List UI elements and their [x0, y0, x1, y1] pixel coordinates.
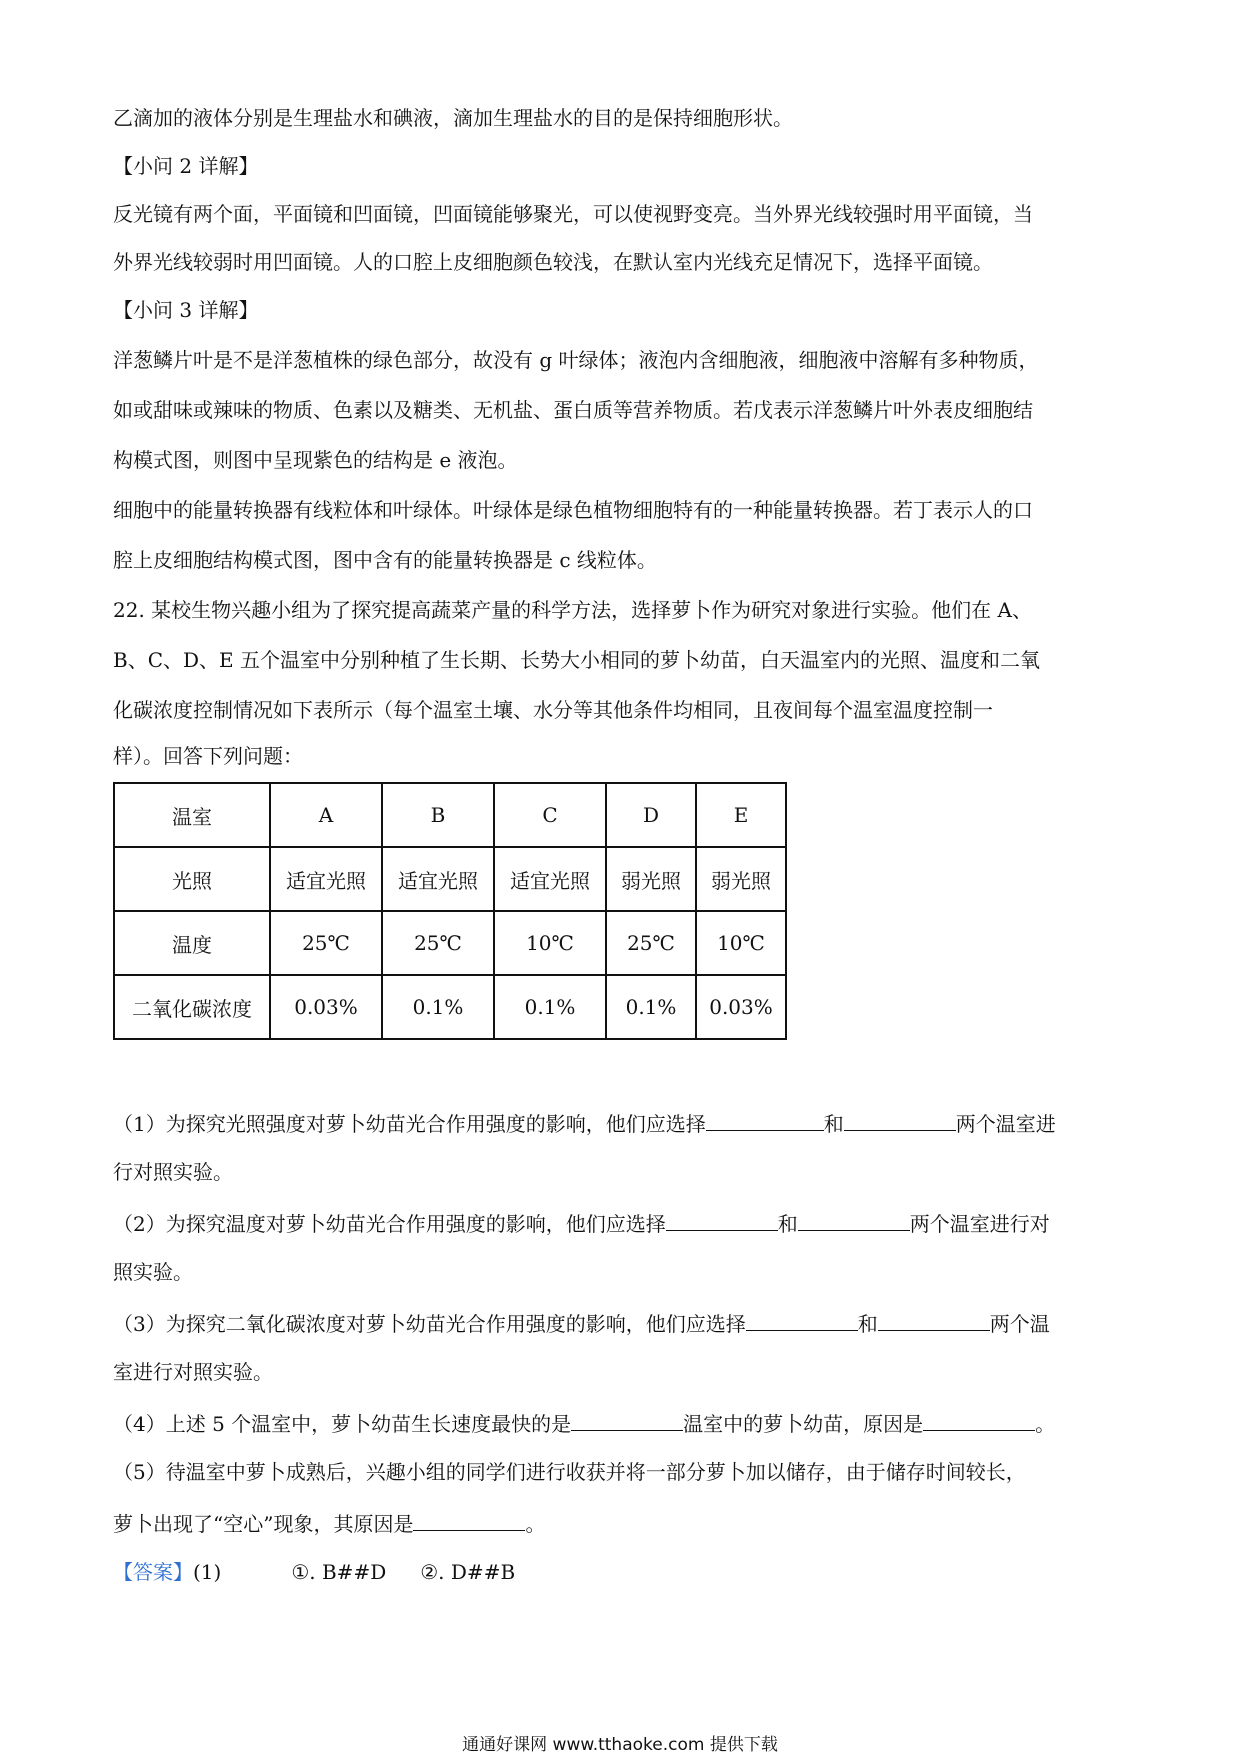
question-4 — [113, 1408, 1133, 1438]
answer-blank[interactable] — [571, 1408, 683, 1431]
question-22-line: 22. 某校生物兴趣小组为了探究提高蔬菜产量的科学方法，选择萝卜作为研究对象进行实验。他们在 A、 — [113, 598, 1032, 622]
table-header-cell: 温室 — [114, 783, 270, 847]
question-text: 和 — [857, 1312, 878, 1336]
answer-blank[interactable] — [746, 1308, 858, 1331]
section-heading: 【小问 3 详解】 — [113, 298, 259, 322]
table-cell: 适宜光照 — [270, 847, 382, 911]
question-3 — [113, 1308, 1133, 1338]
text-line: 细胞中的能量转换器有线粒体和叶绿体。叶绿体是绿色植物细胞特有的一种能量转换器。若丁表示人的口 — [113, 498, 1033, 522]
answer-blank[interactable] — [798, 1208, 910, 1231]
answer-part: (1) — [193, 1560, 222, 1584]
table-header-cell: D — [606, 783, 696, 847]
text-line: 构模式图，则图中呈现紫色的结构是 e 液泡。 — [113, 448, 518, 472]
text-line: 如或甜味或辣味的物质、色素以及糖类、无机盐、蛋白质等营养物质。若戊表示洋葱鳞片叶外表皮细胞结 — [113, 398, 1033, 422]
answer-line — [113, 1558, 1133, 1586]
table-cell: 适宜光照 — [382, 847, 494, 911]
table-header-cell: C — [494, 783, 606, 847]
question-text: 。 — [1035, 1412, 1056, 1436]
table-header-row — [114, 783, 786, 847]
table-cell: 25℃ — [270, 911, 382, 975]
table-cell: 10℃ — [696, 911, 786, 975]
answer-item: ①. B##D — [291, 1560, 387, 1584]
table-cell: 0.03% — [696, 975, 786, 1039]
answer-blank[interactable] — [413, 1508, 525, 1531]
text-line: 腔上皮细胞结构模式图，图中含有的能量转换器是 c 线粒体。 — [113, 548, 657, 572]
question-text: 。 — [525, 1512, 546, 1536]
answer-blank[interactable] — [878, 1308, 990, 1331]
question-text: （1）为探究光照强度对萝卜幼苗光合作用强度的影响，他们应选择 — [113, 1112, 706, 1136]
question-text: 萝卜出现了“空心”现象，其原因是 — [113, 1512, 414, 1536]
question-text: 室进行对照实验。 — [113, 1360, 273, 1384]
question-22-line: 化碳浓度控制情况如下表所示（每个温室土壤、水分等其他条件均相同，且夜间每个温室温度控制一 — [113, 698, 993, 722]
question-text: （4）上述 5 个温室中，萝卜幼苗生长速度最快的是 — [113, 1412, 572, 1436]
question-text: 和 — [777, 1212, 798, 1236]
question-text: 两个温室进 — [955, 1112, 1056, 1136]
table-row — [114, 975, 786, 1039]
table-cell: 二氧化碳浓度 — [114, 975, 270, 1039]
table-header-cell: E — [696, 783, 786, 847]
text-line: 反光镜有两个面，平面镜和凹面镜，凹面镜能够聚光，可以使视野变亮。当外界光线较强时用平面镜，当 — [113, 202, 1033, 226]
text-line: 乙滴加的液体分别是生理盐水和碘液，滴加生理盐水的目的是保持细胞形状。 — [113, 106, 793, 130]
question-5-cont — [113, 1508, 1133, 1538]
question-text: 两个温室进行对 — [909, 1212, 1050, 1236]
table-cell: 10℃ — [494, 911, 606, 975]
table-cell: 0.1% — [494, 975, 606, 1039]
question-text: 温室中的萝卜幼苗，原因是 — [683, 1412, 924, 1436]
table-cell: 光照 — [114, 847, 270, 911]
table-cell: 0.1% — [382, 975, 494, 1039]
table-cell: 25℃ — [606, 911, 696, 975]
question-text: 照实验。 — [113, 1260, 193, 1284]
answer-item: ②. D##B — [420, 1560, 516, 1584]
answer-blank[interactable] — [666, 1208, 778, 1231]
question-1 — [113, 1108, 1133, 1138]
table-row — [114, 911, 786, 975]
text-line: 洋葱鳞片叶是不是洋葱植株的绿色部分，故没有 g 叶绿体；液泡内含细胞液，细胞液中溶解有多种物质， — [113, 348, 1039, 372]
answer-tag: 【答案】 — [113, 1560, 193, 1584]
question-text: 和 — [823, 1112, 844, 1136]
table-cell: 弱光照 — [696, 847, 786, 911]
question-text: 两个温 — [989, 1312, 1050, 1336]
table-header-cell: A — [270, 783, 382, 847]
table-header-cell: B — [382, 783, 494, 847]
table-cell: 0.03% — [270, 975, 382, 1039]
text-line: 外界光线较弱时用凹面镜。人的口腔上皮细胞颜色较浅，在默认室内光线充足情况下，选择平面镜。 — [113, 250, 993, 274]
table-cell: 温度 — [114, 911, 270, 975]
greenhouse-table — [113, 782, 787, 1040]
question-5: （5）待温室中萝卜成熟后，兴趣小组的同学们进行收获并将一部分萝卜加以储存，由于储存时间较长， — [113, 1460, 1026, 1484]
table-cell: 适宜光照 — [494, 847, 606, 911]
table-cell: 25℃ — [382, 911, 494, 975]
question-22-line: B、C、D、E 五个温室中分别种植了生长期、长势大小相同的萝卜幼苗，白天温室内的光照、温度和二氧 — [113, 648, 1040, 672]
answer-blank[interactable] — [844, 1108, 956, 1131]
section-heading: 【小问 2 详解】 — [113, 154, 259, 178]
table-row — [114, 847, 786, 911]
question-22-line: 样）。回答下列问题： — [113, 744, 303, 768]
answer-blank[interactable] — [706, 1108, 824, 1131]
question-2 — [113, 1208, 1133, 1238]
question-text: （2）为探究温度对萝卜幼苗光合作用强度的影响，他们应选择 — [113, 1212, 666, 1236]
question-text: （3）为探究二氧化碳浓度对萝卜幼苗光合作用强度的影响，他们应选择 — [113, 1312, 746, 1336]
answer-blank[interactable] — [923, 1408, 1035, 1431]
table-cell: 弱光照 — [606, 847, 696, 911]
footer-credit: 通通好课网 www.tthaoke.com 提供下载 — [462, 1735, 778, 1755]
table-cell: 0.1% — [606, 975, 696, 1039]
question-text: 行对照实验。 — [113, 1160, 233, 1184]
